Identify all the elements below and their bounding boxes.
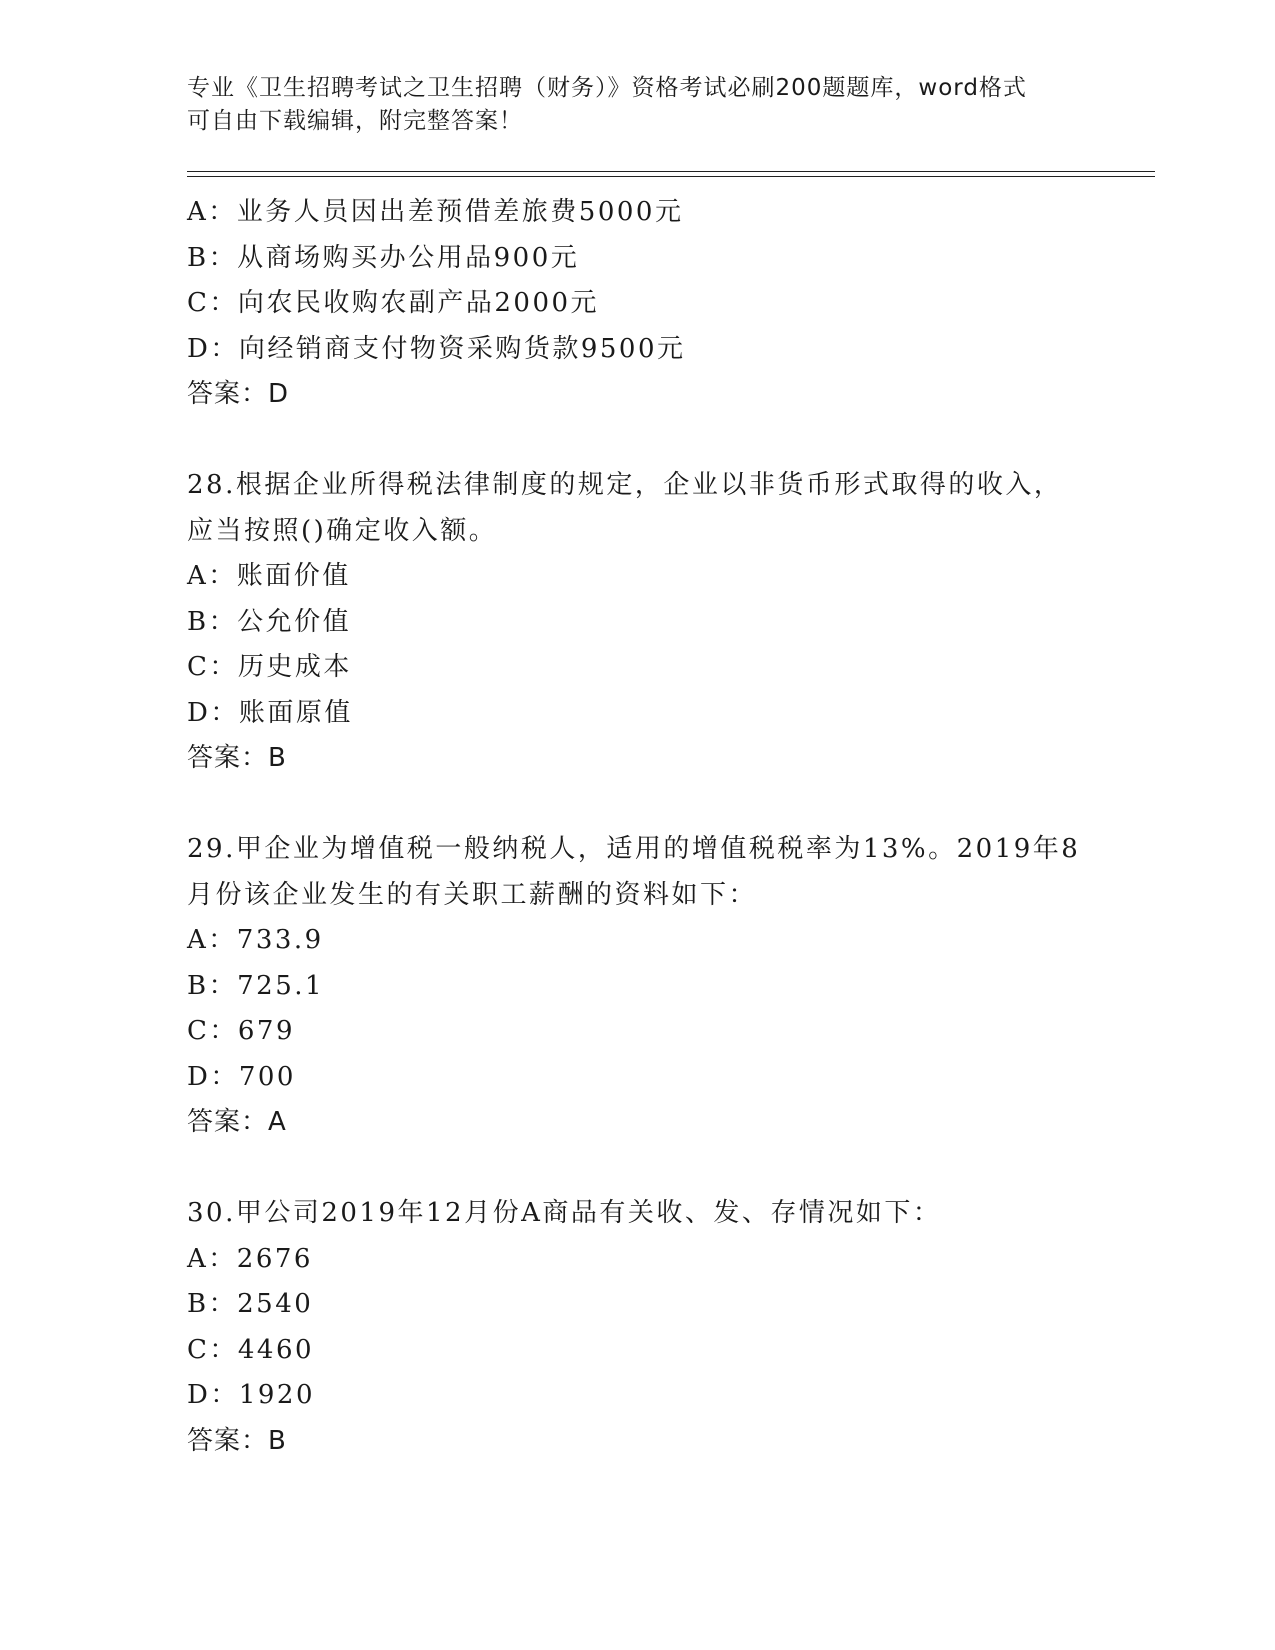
option-d: D：1920 xyxy=(187,1380,316,1410)
question-29 xyxy=(187,827,1087,1146)
option-b: B：从商场购买办公用品900元 xyxy=(187,242,580,273)
option-b: B：2540 xyxy=(187,1289,314,1319)
spacer xyxy=(187,1146,1087,1192)
option-d: D：向经销商支付物资采购货款9500元 xyxy=(187,333,686,364)
question-27 xyxy=(187,190,1087,418)
option-a: A：733.9 xyxy=(187,925,324,955)
option-c: C：679 xyxy=(187,1016,296,1046)
question-stem-line-2: 应当按照()确定收入额。 xyxy=(187,515,498,546)
option-d: D：700 xyxy=(187,1061,296,1092)
answer-line: 答案：B xyxy=(187,743,287,773)
option-a: A：账面价值 xyxy=(187,561,351,591)
question-28 xyxy=(187,463,1087,782)
answer-line: 答案：B xyxy=(187,1425,287,1456)
option-b: B：公允价值 xyxy=(187,606,352,637)
option-c: C：向农民收购农副产品2000元 xyxy=(187,288,600,318)
question-stem-line-1: 28.根据企业所得税法律制度的规定，企业以非货币形式取得的收入， xyxy=(187,470,1063,500)
answer-line: 答案：A xyxy=(187,1107,287,1137)
option-b: B：725.1 xyxy=(187,970,325,1001)
answer-line: 答案：D xyxy=(187,379,290,409)
spacer xyxy=(187,782,1087,828)
question-30 xyxy=(187,1191,1087,1464)
header-title-line-1: 专业《卫生招聘考试之卫生招聘（财务）》资格考试必刷200题题库，word格式 xyxy=(187,75,1027,101)
option-c: C：历史成本 xyxy=(187,652,352,682)
option-a: A：业务人员因出差预借差旅费5000元 xyxy=(187,197,684,227)
question-stem-line-1: 29.甲企业为增值税一般纳税人，适用的增值税税率为13%。2019年8 xyxy=(187,834,1081,864)
header-title-line-2: 可自由下载编辑，附完整答案！ xyxy=(187,108,523,134)
option-d: D：账面原值 xyxy=(187,697,353,728)
document-header xyxy=(187,72,1067,138)
option-c: C：4460 xyxy=(187,1334,315,1365)
question-list xyxy=(187,190,1087,1464)
header-divider-bottom xyxy=(187,176,1155,177)
question-stem-line-2: 月份该企业发生的有关职工薪酬的资料如下： xyxy=(187,879,758,910)
spacer xyxy=(187,418,1087,464)
option-a: A：2676 xyxy=(187,1243,313,1274)
header-divider-top xyxy=(187,171,1155,172)
question-stem-line-1: 30.甲公司2019年12月份A商品有关收、发、存情况如下： xyxy=(187,1198,942,1228)
